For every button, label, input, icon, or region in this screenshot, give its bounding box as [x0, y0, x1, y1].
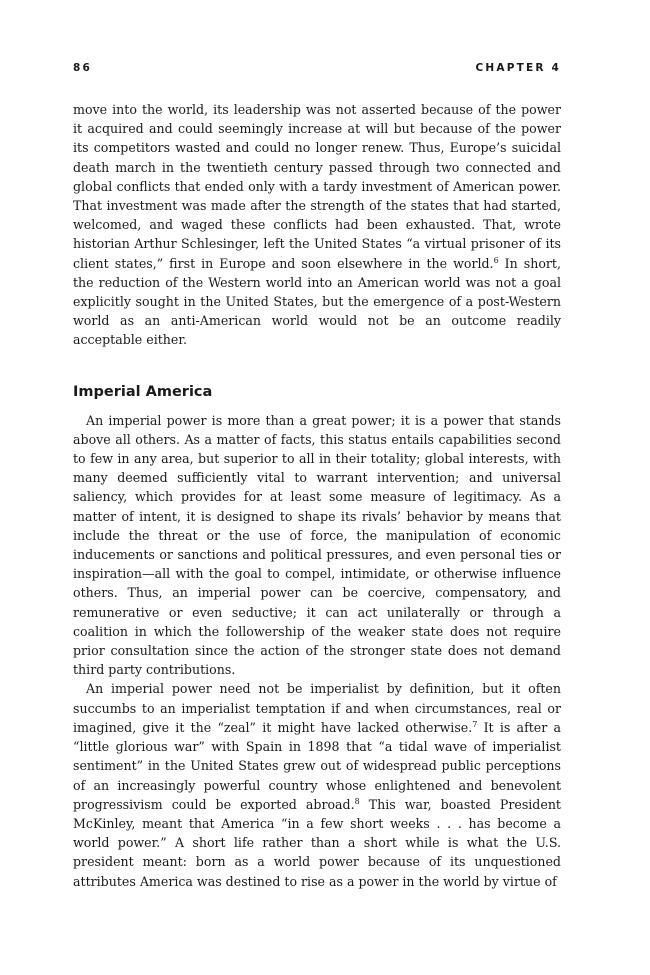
paragraph: [73, 411, 561, 680]
paragraph-continuation: [73, 100, 561, 350]
section-heading: Imperial America: [73, 383, 213, 400]
footnote-marker: 7: [472, 719, 478, 729]
book-page: [73, 62, 561, 891]
paragraph-text: In short, the reduction of the Western world into an American world was not a goal explicitly sought in the United States, but the emergence of a post-Western world as an anti-American world would not be an outcome readily acceptable either.: [73, 255, 561, 348]
paragraph-text: An imperial power is more than a great power; it is a power that stands above all others. As a matter of facts, this status entails capabilities second to few in any area, but superior to all in their totality; global interests, with many deemed sufficiently vital to warrant intervention; and universal saliency, which provides for at least some measure of legitimacy. As a matter of intent, it is designed to shape its rivals’ behavior by means that include the threat or the use of force, the manipulation of economic inducements or sanctions and political pressures, and even personal ties or inspiration—all with the goal to compel, intimidate, or otherwise influence others. Thus, an imperial power can be coercive, compensatory, and remunerative or even seductive; it can act unilaterally or through a coalition in which the followership of the weaker state does not require prior consultation since the action of the stronger state does not demand third party contributions.: [73, 412, 561, 678]
paragraph-text: An imperial power need not be imperialist by definition, but it often succumbs to an imperialist temptation if and when circumstances, real or imagined, give it the “zeal” it might have lacked otherwise.: [73, 681, 561, 735]
paragraph-text: It is after a “little glorious war” with Spain in 1898 that “a tidal wave of imperialist sentiment” in the United States grew out of widespread public perceptions of an increasingly powerful country whose enlightened and benevolent progressivism could be exported abroad.: [73, 719, 561, 812]
footnote-marker: 6: [493, 255, 499, 265]
paragraph-text: move into the world, its leadership was not asserted because of the power it acquired and could seemingly increase at will but because of the power its competitors wasted and could no longer renew. Thus, Europe’s suicidal death march in the twentieth century passed through two connected and global conflicts that ended only with a tardy investment of American power. That investment was made after the strength of the states that had started, welcomed, and waged these conflicts had been exhausted. That, wrote historian Arthur Schlesinger, left the United States “a virtual prisoner of its client states,” first in Europe and soon elsewhere in the world.: [73, 102, 561, 271]
footnote-marker: 8: [354, 796, 360, 806]
paragraph: [73, 679, 561, 890]
chapter-label: CHAPTER 4: [475, 62, 561, 74]
paragraph-text: This war, boasted President McKinley, meant that America “in a few short weeks . . . has become a world power.” A short life rather than a short while is what the U.S. president meant: born as a world power because of its unquestioned attributes America was destined to rise as a power in the world by virtue of: [73, 796, 561, 889]
page-number: 86: [73, 62, 93, 74]
running-head: [73, 62, 561, 84]
